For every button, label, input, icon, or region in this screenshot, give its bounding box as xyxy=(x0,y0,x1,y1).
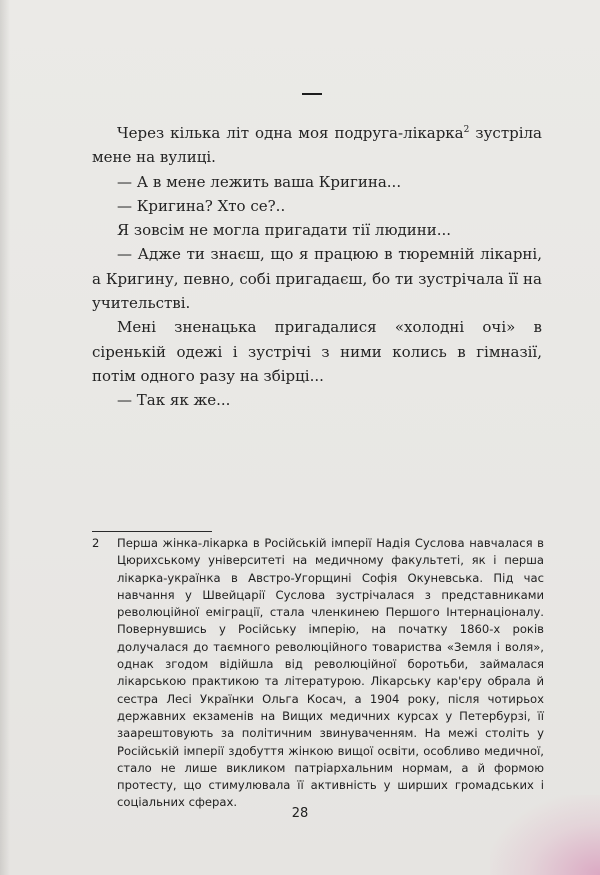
paragraph: — А в мене лежить ваша Кригина... xyxy=(117,172,402,191)
paragraph: Мені зненацька пригадалися «холодні очі» в сіренькій одежі і зустрічі з ними колись в гімназії, потім одного разу на збірці... xyxy=(92,318,542,385)
footnote-rule xyxy=(92,531,212,532)
paragraph: — Так як же... xyxy=(117,391,231,410)
paragraph: Через кілька літ одна моя подруга-лікарка$^2$ зустріла мене на вулиці. xyxy=(92,124,542,167)
page-edge-shadow xyxy=(0,0,10,875)
main-text xyxy=(92,121,542,413)
paragraph: — Кригина? Хто се?.. xyxy=(117,196,286,215)
footnote-number: 2 xyxy=(92,536,100,550)
paragraph: — Адже ти знаєш, що я працюю в тюремній лікарні, а Кригину, певно, собі пригадаєш, бо ти зустрічала її на учительстві. xyxy=(92,245,542,313)
footnote xyxy=(92,535,544,812)
footnote-text: Перша жінка-лікарка в Російській імперії Надія Суслова навчалася в Цюрихському університеті на медичному факультеті, як і перша лікарка-українка в Австро-Угорщині Софія Окуневська. Під час навчання у Швейцарії Суслова зустрічалася з представниками революційної еміграції, стала членкинею Першого Інтернаціоналу. Повернувшись у Російську імперію, на початку 1860-х років долучалася до таємного революційного товариства «Земля і воля», однак згодом відійшла від революційної боротьби, займалася лікарською практикою та літературою. Лікарську кар'єру обрала й сестра Лесі Українки Ольга Косач, а 1904 року, після чотирьох державних екзаменів на Вищих медичних курсах у Петербурзі, її заарештовують за політичним звинуваченням. На межі століть у Російській імперії здобуття жінкою вищої освіти, особливо медичної, стало не лише викликом патріархальним нормам, а й формою протесту, що стимулювала її активність у ширших громадських і соціальних сферах. xyxy=(117,536,544,810)
footnote-ref: 2 xyxy=(463,125,470,135)
paragraph: Я зовсім не могла пригадати тії людини... xyxy=(117,221,452,240)
page-number: 28 xyxy=(291,806,309,821)
section-dash xyxy=(302,93,322,95)
